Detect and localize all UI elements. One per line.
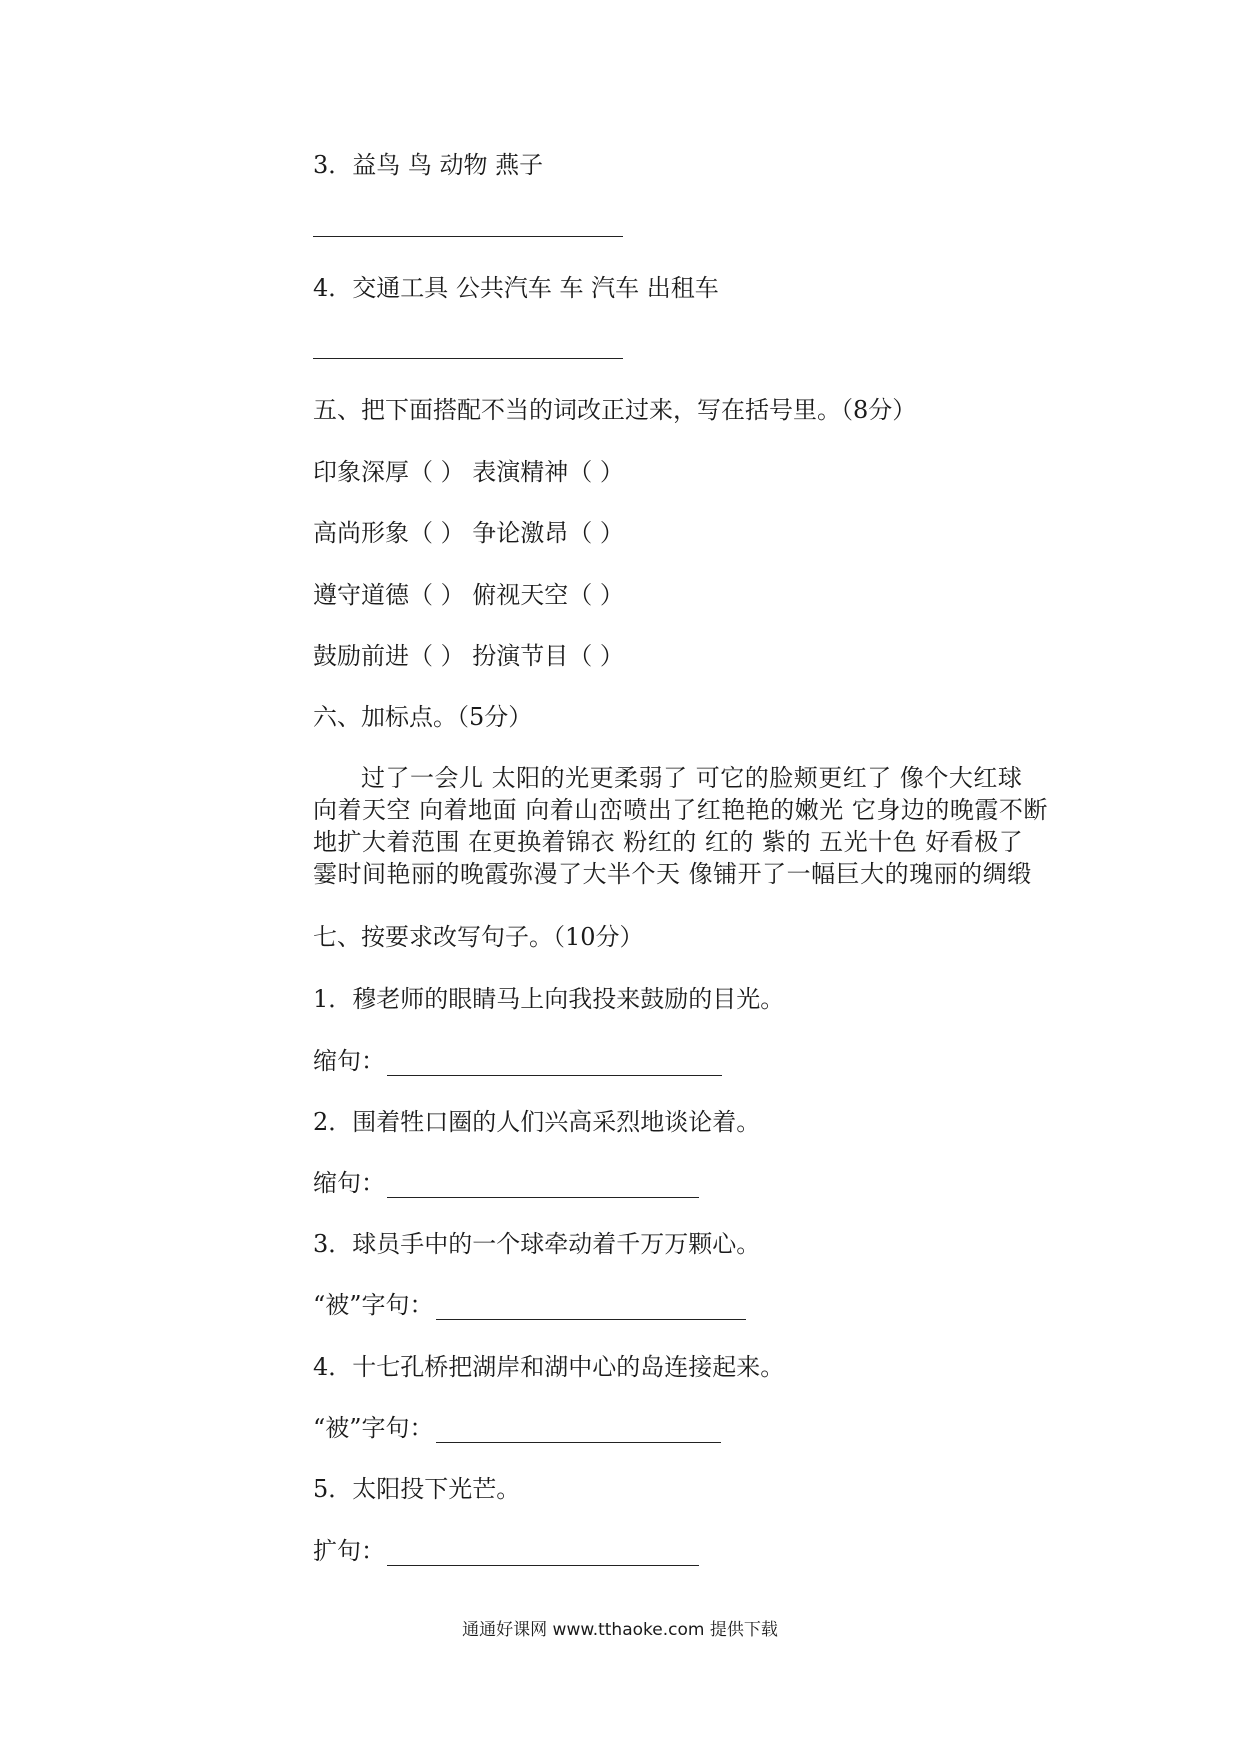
section5-row: 印象深厚（ ） 表演精神（ ）	[313, 458, 624, 486]
answer-label: 缩句：	[313, 1047, 385, 1075]
section7-title: 七、按要求改写句子。（10分）	[313, 923, 644, 951]
section7-sentence-4: 4．十七孔桥把湖岸和湖中心的岛连接起来。	[313, 1353, 785, 1381]
section7-answer-row-1[interactable]	[313, 1046, 722, 1076]
q4-text: 4．交通工具 公共汽车 车 汽车 出租车	[313, 274, 719, 302]
answer-label: “被”字句：	[313, 1414, 434, 1442]
answer-line[interactable]	[387, 1053, 722, 1076]
section5-row: 鼓励前进（ ） 扮演节目（ ）	[313, 642, 624, 670]
section7-sentence-3: 3．球员手中的一个球牵动着千万万颗心。	[313, 1230, 761, 1258]
section7-answer-row-2[interactable]	[313, 1168, 699, 1198]
section7-sentence-1: 1．穆老师的眼睛马上向我投来鼓励的目光。	[313, 985, 785, 1013]
section6-title: 六、加标点。（5分）	[313, 703, 533, 731]
answer-label: 扩句：	[313, 1537, 385, 1565]
section6-passage: 过了一会儿 太阳的光更柔弱了 可它的脸颊更红了 像个大红球 向着天空 向着地面 向着山峦喷出了红艳艳的嫩光 它身边的晚霞不断地扩大着范围 在更换着锦衣 粉红的 红的 紫的 五光十色 好看极了 霎时间艳丽的晚霞弥漫了大半个天 像铺开了一幅巨大的瑰丽的绸缎	[313, 764, 1048, 888]
section7-sentence-5: 5．太阳投下光芒。	[313, 1475, 521, 1503]
section7-answer-row-5[interactable]	[313, 1536, 699, 1566]
answer-line[interactable]	[436, 1420, 721, 1443]
footer-source: 通通好课网 www.tthaoke.com 提供下载	[462, 1620, 778, 1640]
answer-line[interactable]	[387, 1543, 699, 1566]
answer-line[interactable]	[387, 1175, 699, 1198]
answer-label: 缩句：	[313, 1169, 385, 1197]
q3-text: 3．益鸟 鸟 动物 燕子	[313, 151, 544, 179]
answer-label: “被”字句：	[313, 1291, 434, 1319]
section5-row: 高尚形象（ ） 争论激昂（ ）	[313, 519, 624, 547]
answer-line[interactable]	[436, 1297, 746, 1320]
section5-title: 五、把下面搭配不当的词改正过来，写在括号里。（8分）	[313, 396, 917, 424]
q3-answer-line[interactable]	[313, 236, 623, 237]
section7-answer-row-4[interactable]	[313, 1413, 721, 1443]
section7-sentence-2: 2．围着牲口圈的人们兴高采烈地谈论着。	[313, 1108, 761, 1136]
section5-row: 遵守道德（ ） 俯视天空（ ）	[313, 581, 624, 609]
q4-answer-line[interactable]	[313, 358, 623, 359]
section7-answer-row-3[interactable]	[313, 1290, 746, 1320]
